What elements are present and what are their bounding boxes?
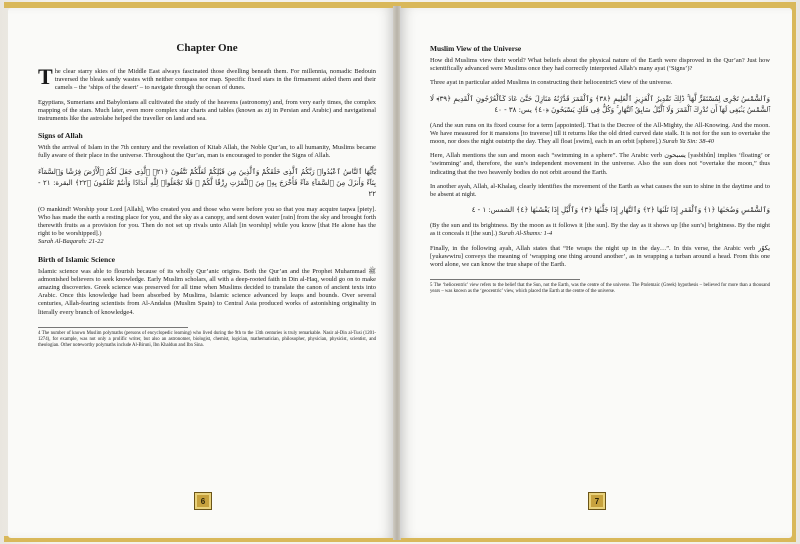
- shams-reference: Surah Al-Shams: 1-4: [498, 230, 553, 238]
- heading-muslim-view: Muslim View of the Universe: [430, 44, 522, 53]
- drop-cap: T: [38, 64, 53, 89]
- arabic-verse-baqarah: يَٰٓأَيُّهَا ٱلنَّاسُ ٱعْبُدُوا۟ رَبَّكُمُ ٱلَّذِى خَلَقَكُمْ وَٱلَّذِينَ مِن قَبْلِكُمْ لَعَلَّكُمْ تَتَّقُونَ ﴿٢١﴾ ٱلَّذِى جَعَلَ لَكُمُ ٱلْأَرْضَ فِرَٰشًا وَٱلسَّمَآءَ بِنَآءً وَأَنزَلَ مِنَ ٱلسَّمَآءِ مَآءً فَأَخْرَجَ بِهِۦ مِنَ ٱلثَّمَرَٰتِ رِزْقًا لَّكُمْ ۖ فَلَا تَجْعَلُوا۟ لِلَّهِ أَندَادًا وَأَنتُمْ تَعْلَمُونَ ﴿٢٢﴾ البقرة: ٢١ - ٢٢: [38, 167, 377, 198]
- heading-signs-of-allah: Signs of Allah: [38, 131, 83, 141]
- yasin-translation: [430, 122, 770, 147]
- ayat-paragraph: Three ayat in particular aided Muslims in constructing their heliocentric5 view of the universe.: [430, 79, 673, 87]
- khalaq-paragraph: In another ayah, Allah, al-Khalaq, clearly identifies the movement of the Earth as what causes the sun to shine in the daytime and to be absent at night.: [430, 182, 770, 199]
- yasin-translation-text: (And the sun runs on its fixed course for a term [appointed]. That is the Decree of the All-Mighty, the All-Knowing. And the moon. We have measured for it mansions [to traverse] till it returns like the old dried curved date stalk. It is not for the sun to overtake the moon, nor does the night outstrip the day. They all float [swim], each in an orbit [sphere].): [430, 121, 770, 146]
- footnote-4: 4 The number of known Muslim polymaths (persons of encyclopedic learning) who lived during the 9th to the 13th centuries is truly remarkable. Nasir al-Din al-Tusi (1201-1274), for example, was not only a prolific writer, but also an astronomer, biologist, chemist, logician, mathematician, philosopher, physician, physicist, scientist, and theologian. Other noteworthy polymaths include Al-Biruni, Ibn Khaldun and Ibn Sina.: [38, 330, 376, 348]
- swimming-paragraph: Here, Allah mentions the sun and moon each “swimming in a sphere”. The Arabic verb يسبحون [yasbihûn] implies ‘floating’ or ‘swimming’ and, therefore, the sun’s independent movement in the universe. Also the sun does not “overtake the moon,” thus indicating that the two heavenly bodies do not orbit around the Earth.: [430, 152, 770, 176]
- page-number-left: 6: [194, 492, 212, 510]
- translation-reference: Surah Al-Baqarah: 21-22: [38, 238, 104, 246]
- footnote-5: 5 The ‘heliocentric’ view refers to the belief that the Sun, not the Earth, was the centre of the universe. The Ptolemaic (Greek) hypothesis – believed for more than a thousand years – was known as the ‘geocentric’ view, which placed the Earth at the centre of the universe.: [430, 283, 770, 295]
- arabic-verse-yasin: وَٱلشَّمْسُ تَجْرِى لِمُسْتَقَرٍّ لَّهَا ۚ ذَٰلِكَ تَقْدِيرُ ٱلْعَزِيزِ ٱلْعَلِيمِ ﴿٣٨﴾ وَٱلْقَمَرَ قَدَّرْنَٰهُ مَنَازِلَ حَتَّىٰ عَادَ كَٱلْعُرْجُونِ ٱلْقَدِيمِ ﴿٣٩﴾ لَا ٱلشَّمْسُ يَنۢبَغِى لَهَآ أَن تُدْرِكَ ٱلْقَمَرَ وَلَا ٱلَّيْلُ سَابِقُ ٱلنَّهَارِ ۚ وَكُلٌّ فِى فَلَكٍ يَسْبَحُونَ ﴿٤٠﴾ يس: ٣٨ - ٤٠: [430, 94, 770, 114]
- page-number-right: 7: [588, 492, 606, 510]
- wrapping-paragraph: Finally, in the following ayah, Allah states that “He wraps the night up in the day…”. In this verse, the Arabic verb يكوّر [yukawwiru] conveys the meaning of ‘wrapping one thing around another’, as in wrapping a turban around a head. From this one word alone, we can know the true shape of the Earth.: [430, 244, 770, 269]
- heading-birth-of-science: Birth of Islamic Science: [38, 254, 115, 264]
- right-page-content: [430, 38, 770, 295]
- right-page: [400, 8, 792, 538]
- signs-paragraph: With the arrival of Islam in the 7th century and the revelation of Kitab Allah, the Noble Qur’an, to all humanity, Muslims became fully aware of their place in the universe. Throughout the Qur’an, man is encouraged to ponder the Signs of Allah.: [38, 144, 376, 160]
- questions-paragraph: How did Muslims view their world? What beliefs about the physical nature of the Earth were disproved in the Qur’an? Just how scientifically advanced were Muslims once they had correctly interpreted Allah’s many ayat (‘Signs’)?: [430, 57, 770, 73]
- left-page-content: [38, 30, 376, 349]
- shams-translation: [430, 222, 770, 238]
- intro-text: he clear starry skies of the Middle East always fascinated those dwelling beneath them. For millennia, nomadic Bedouin traversed the bleak sandy wastes with neither compass nor map. Specific fixed stars in the firmament aided them and their camels – the ‘ships of the desert’ – to navigate through the ocean of dunes.: [54, 68, 376, 92]
- yasin-reference: Surah Ya Sin: 38-40: [662, 138, 714, 146]
- arabic-verse-shams: وَٱلشَّمْسِ وَضُحَىٰهَا ﴿١﴾ وَٱلْقَمَرِ إِذَا تَلَىٰهَا ﴿٢﴾ وَٱلنَّهَارِ إِذَا جَلَّىٰهَا ﴿٣﴾ وَٱلَّيْلِ إِذَا يَغْشَىٰهَا ﴿٤﴾ الشمس: ١ - ٤: [471, 206, 770, 215]
- shams-translation-text: (By the sun and its brightness. By the moon as it follows it [the sun]. By the day as it shows up [the sun’s] brightness. By the night as it conceals it [the sun].): [430, 222, 770, 238]
- chapter-title: Chapter One: [176, 42, 238, 54]
- intro-paragraph: [38, 64, 376, 93]
- birth-paragraph: Islamic science was able to flourish because of its wholly Qur’anic origins. Both the Qur’an and the Prophet Muhammad ﷺ admonished believers to seek knowledge. Early Muslim scholars, all with a deep-rooted faith in Din al-Haq, would go on to make amazing discoveries. Greek science was preserved for all time when Muslims decided to translate the canon of ancient texts into Arabic. Once this knowledge had been absorbed by Muslims, Islamic science advanced by leaps and bounds. Over several centuries, Allah-fearing scientists from Al-Andalus (Muslim Spain) to Central Asia produced works of astonishing originality in literally every branch of knowledge4.: [38, 267, 376, 316]
- translation-text: (O mankind! Worship your Lord [Allah], Who created you and those who were before you so that you may acquire taqwa [piety]. Who has made the earth a resting place for you, and the sky as a canopy, and sent down water [rain] from the sky and brought forth therewith fruits as a provision for you. Then do not set up rivals unto Allah [in worship] while you know [that He alone has the right to be worshipped].): [38, 205, 376, 238]
- left-page: [8, 8, 394, 538]
- astronomy-paragraph: Egyptians, Sumerians and Babylonians all cultivated the study of the heavens (astronomy) and, from very early times, the complex mapping of the stars. Much later, even more complex star charts and tables (known as zij in Persian and Arabic) and navigational instruments like the astrolabe helped the traveller on land and sea.: [38, 98, 376, 123]
- verse-translation: [38, 206, 376, 247]
- footnote-divider-right: [430, 279, 580, 280]
- footnote-divider: [38, 327, 188, 328]
